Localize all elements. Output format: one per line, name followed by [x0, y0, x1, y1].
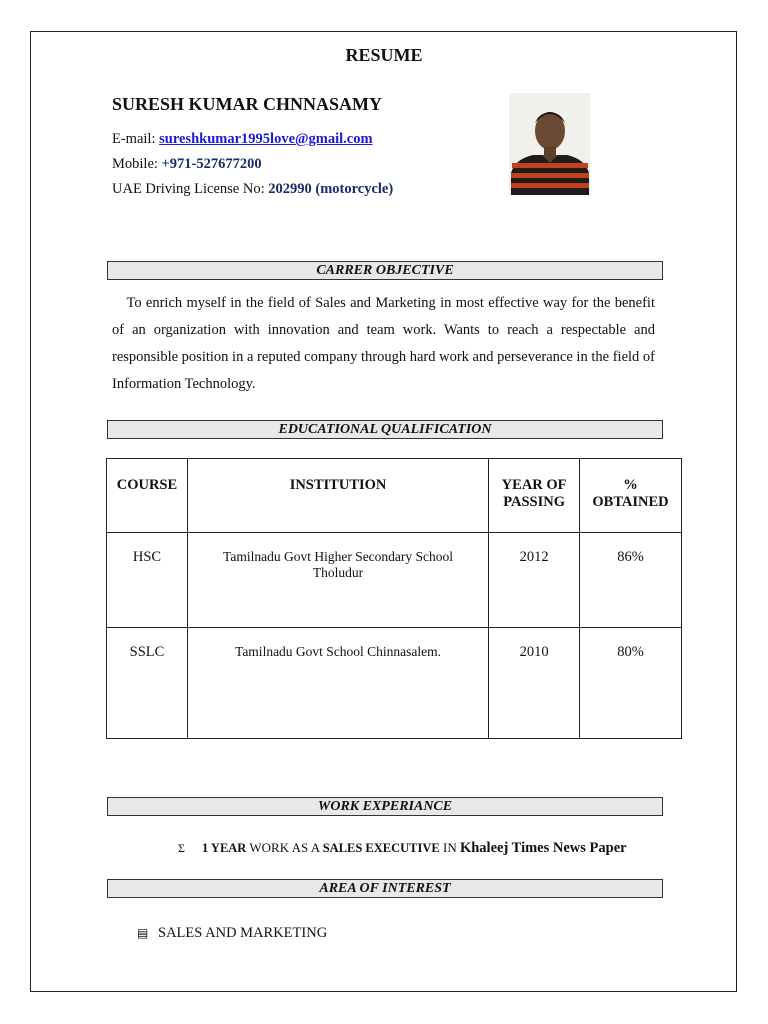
email-line: [112, 131, 373, 148]
cell-year: 2012: [489, 533, 580, 628]
document-title: RESUME: [345, 45, 423, 65]
section-heading-interest: AREA OF INTEREST: [107, 879, 663, 898]
mobile-value: +971-527677200: [161, 156, 262, 172]
book-bullet-icon: ▤: [137, 926, 149, 940]
section-heading-work: WORK EXPERIANCE: [107, 797, 663, 816]
cell-institution: [187, 533, 488, 628]
cell-year: 2010: [489, 628, 580, 739]
cell-course: HSC: [107, 533, 188, 628]
candidate-name: SURESH KUMAR CHNNASAMY: [112, 94, 383, 114]
objective-text: [112, 290, 655, 398]
cell-percent: 86%: [580, 533, 682, 628]
mobile-line: [112, 156, 262, 173]
work-text: WORK AS A: [246, 840, 323, 855]
profile-photo-image: [509, 93, 590, 195]
col-header-percent: % OBTAINED: [580, 459, 682, 533]
sigma-bullet-icon: Σ: [178, 841, 185, 855]
interest-item: [137, 925, 327, 942]
email-label: E-mail:: [112, 131, 160, 147]
institution-line: Tamilnadu Govt School Chinnasalem.: [235, 644, 442, 659]
table-header-row: [107, 459, 682, 533]
col-header-year: YEAR OF PASSING: [489, 459, 580, 533]
institution-line: Tholudur: [312, 565, 364, 580]
cell-course: SSLC: [107, 628, 188, 739]
license-line: [112, 181, 393, 198]
profile-photo: [509, 93, 590, 195]
col-header-institution: INSTITUTION: [187, 459, 488, 533]
objective-paragraph: To enrich myself in the field of Sales and Marketing in most effective way for the benefit of an organization with innovation and team work. Wants to reach a respectable and responsible position in a reputed company through hard work and perseverance in the field of Information Technology.: [112, 295, 655, 392]
institution-line: Tamilnadu Govt Higher Secondary School: [223, 549, 454, 564]
section-heading-education: EDUCATIONAL QUALIFICATION: [107, 420, 663, 439]
table-row: [107, 533, 682, 628]
work-text: IN: [439, 840, 460, 855]
work-item: [178, 840, 627, 857]
section-heading-objective: CARRER OBJECTIVE: [107, 261, 663, 280]
cell-percent: 80%: [580, 628, 682, 739]
education-table: [106, 458, 682, 739]
email-link[interactable]: sureshkumar1995love@gmail.com: [159, 131, 373, 147]
interest-text: SALES AND MARKETING: [158, 925, 328, 941]
license-label: UAE Driving License No:: [112, 181, 269, 197]
license-value: 202990 (motorcycle): [268, 181, 394, 197]
col-header-course: COURSE: [107, 459, 188, 533]
work-company: Khaleej Times News Paper: [459, 840, 627, 856]
cell-institution: [187, 628, 488, 739]
table-row: [107, 628, 682, 739]
work-role: SALES EXECUTIVE: [322, 841, 440, 855]
work-duration: 1 YEAR: [202, 841, 247, 855]
mobile-label: Mobile:: [112, 156, 162, 172]
